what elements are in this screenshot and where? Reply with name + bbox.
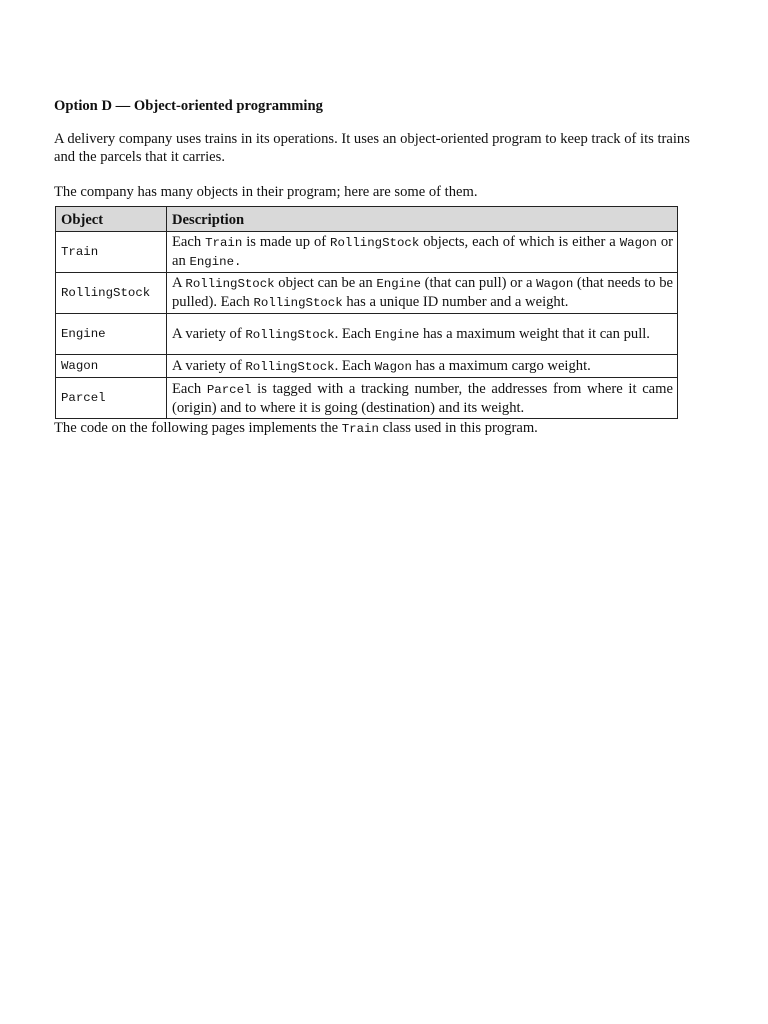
- text-run: A: [172, 275, 186, 291]
- text-run: The code on the following pages implements the: [54, 420, 342, 436]
- text-run: class used in this program.: [378, 420, 538, 436]
- document-page: [54, 96, 714, 438]
- code-term: Train: [205, 236, 243, 250]
- object-description: [167, 378, 678, 419]
- object-description: [167, 273, 678, 314]
- table-row: [56, 355, 678, 378]
- code-term: Train: [341, 422, 379, 436]
- table-row: [56, 314, 678, 355]
- following-pages-paragraph: [54, 419, 714, 438]
- code-term: RollingStock: [245, 327, 335, 342]
- table-header-row: [56, 207, 678, 232]
- code-term: RollingStock: [253, 296, 343, 310]
- text-run: (that needs to be pulled). Each: [172, 275, 673, 310]
- text-run: A variety of: [172, 357, 246, 374]
- code-term: Parcel: [206, 382, 252, 397]
- text-run: has a maximum weight that it can pull.: [419, 325, 650, 342]
- table-row: [56, 378, 678, 419]
- text-run: objects, each of which is either a: [419, 234, 620, 250]
- section-heading: Option D — Object-oriented programming: [54, 98, 323, 114]
- text-run: . Each: [334, 325, 375, 342]
- object-description: [167, 232, 678, 273]
- text-run: has a unique ID number and a weight.: [342, 294, 569, 310]
- object-name: Train: [56, 232, 167, 273]
- text-run: is made up of: [242, 234, 331, 250]
- code-term: Wagon: [374, 359, 412, 374]
- text-run: or an: [172, 234, 673, 269]
- code-term: Engine.: [189, 255, 242, 269]
- text-run: Each: [172, 234, 206, 250]
- header-description: Description: [167, 207, 678, 232]
- text-run: object can be an: [274, 275, 377, 291]
- text-run: (that can pull) or a: [420, 275, 537, 291]
- code-term: Engine: [374, 327, 420, 342]
- text-run: . Each: [334, 357, 375, 374]
- table-lead-paragraph: The company has many objects in their program; here are some of them.: [54, 184, 478, 200]
- object-name: Wagon: [56, 355, 167, 378]
- object-name: RollingStock: [56, 273, 167, 314]
- object-name: Engine: [56, 314, 167, 355]
- code-term: RollingStock: [185, 277, 275, 291]
- object-description: [167, 314, 678, 355]
- code-term: RollingStock: [330, 236, 420, 250]
- objects-table: [55, 206, 678, 419]
- code-term: Engine: [376, 277, 421, 291]
- code-term: Wagon: [619, 236, 657, 250]
- object-description: [167, 355, 678, 378]
- table-row: [56, 273, 678, 314]
- text-run: is tagged with a tracking number, the addresses from where it came (origin) and to where it is going (destination) and its weight.: [172, 380, 673, 416]
- code-term: Wagon: [536, 277, 574, 291]
- table-row: [56, 232, 678, 273]
- text-run: A variety of: [172, 325, 246, 342]
- intro-paragraph: A delivery company uses trains in its operations. It uses an object-oriented program to keep track of its trains and the parcels that it carries.: [54, 131, 690, 165]
- object-name: Parcel: [56, 378, 167, 419]
- text-run: Each: [172, 380, 207, 397]
- code-term: RollingStock: [245, 359, 335, 374]
- header-object: Object: [56, 207, 167, 232]
- text-run: has a maximum cargo weight.: [411, 357, 591, 374]
